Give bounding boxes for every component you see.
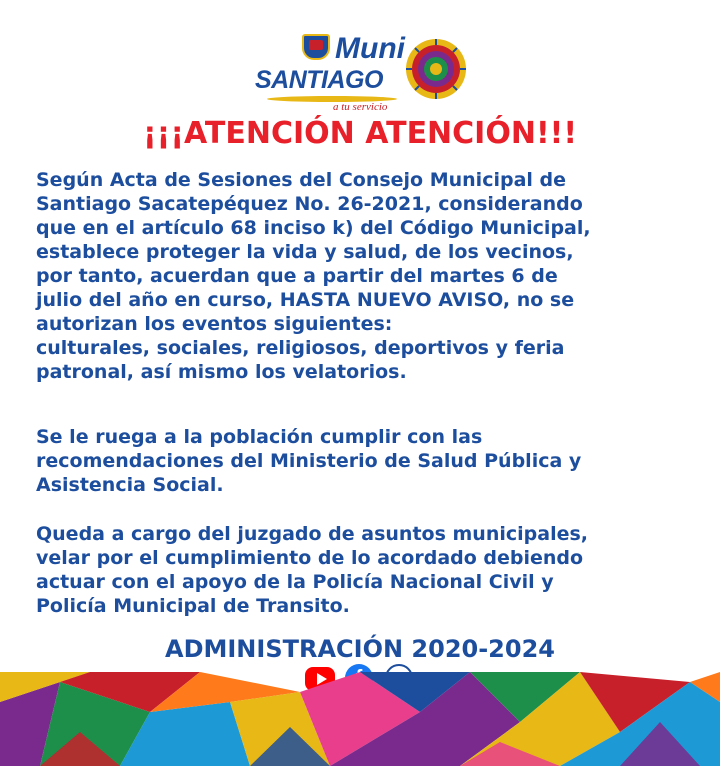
paragraph-line: por tanto, acuerdan que a partir del martes 6 de	[36, 265, 558, 287]
paragraph-line: julio del año en curso, HASTA NUEVO AVISO, no se	[36, 289, 575, 311]
administration-footer: ADMINISTRACIÓN 2020-2024	[165, 635, 555, 663]
paragraph-line: Queda a cargo del juzgado de asuntos municipales,	[36, 523, 588, 545]
paragraph-line: autorizan los eventos siguientes:	[36, 313, 393, 335]
municipal-shield-icon	[302, 34, 330, 60]
sun-emblem-icon	[403, 36, 469, 102]
paragraph-line: Santiago Sacatepéquez No. 26-2021, considerando	[36, 193, 583, 215]
paragraph-line: culturales, sociales, religiosos, deportivos y feria	[36, 337, 565, 359]
paragraph-line: Asistencia Social.	[36, 474, 224, 496]
logo-brand-bottom: SANTIAGO	[255, 66, 383, 94]
paragraph-line: recomendaciones del Ministerio de Salud Pública y	[36, 450, 582, 472]
paragraph-line: actuar con el apoyo de la Policía Nacional Civil y	[36, 571, 554, 593]
notice-headline: ¡¡¡ATENCIÓN ATENCIÓN!!!	[142, 116, 578, 151]
muni-santiago-logo	[255, 28, 470, 113]
paragraph-line: Policía Municipal de Transito.	[36, 595, 350, 617]
paragraph-line: patronal, así mismo los velatorios.	[36, 361, 407, 383]
decorative-mosaic-band	[0, 672, 720, 766]
paragraph-line: que en el artículo 68 inciso k) del Código Municipal,	[36, 217, 591, 239]
notice-paragraph-1	[36, 168, 686, 384]
paragraph-line: velar por el cumplimiento de lo acordado debiendo	[36, 547, 584, 569]
paragraph-line: establece proteger la vida y salud, de los vecinos,	[36, 241, 574, 263]
logo-brand-top: Muni	[335, 32, 405, 65]
paragraph-line: Según Acta de Sesiones del Consejo Municipal de	[36, 169, 567, 191]
notice-paragraph-3	[36, 522, 686, 618]
logo-tagline: a tu servicio	[333, 101, 388, 113]
paragraph-line: Se le ruega a la población cumplir con las	[36, 426, 483, 448]
notice-paragraph-2	[36, 425, 686, 497]
